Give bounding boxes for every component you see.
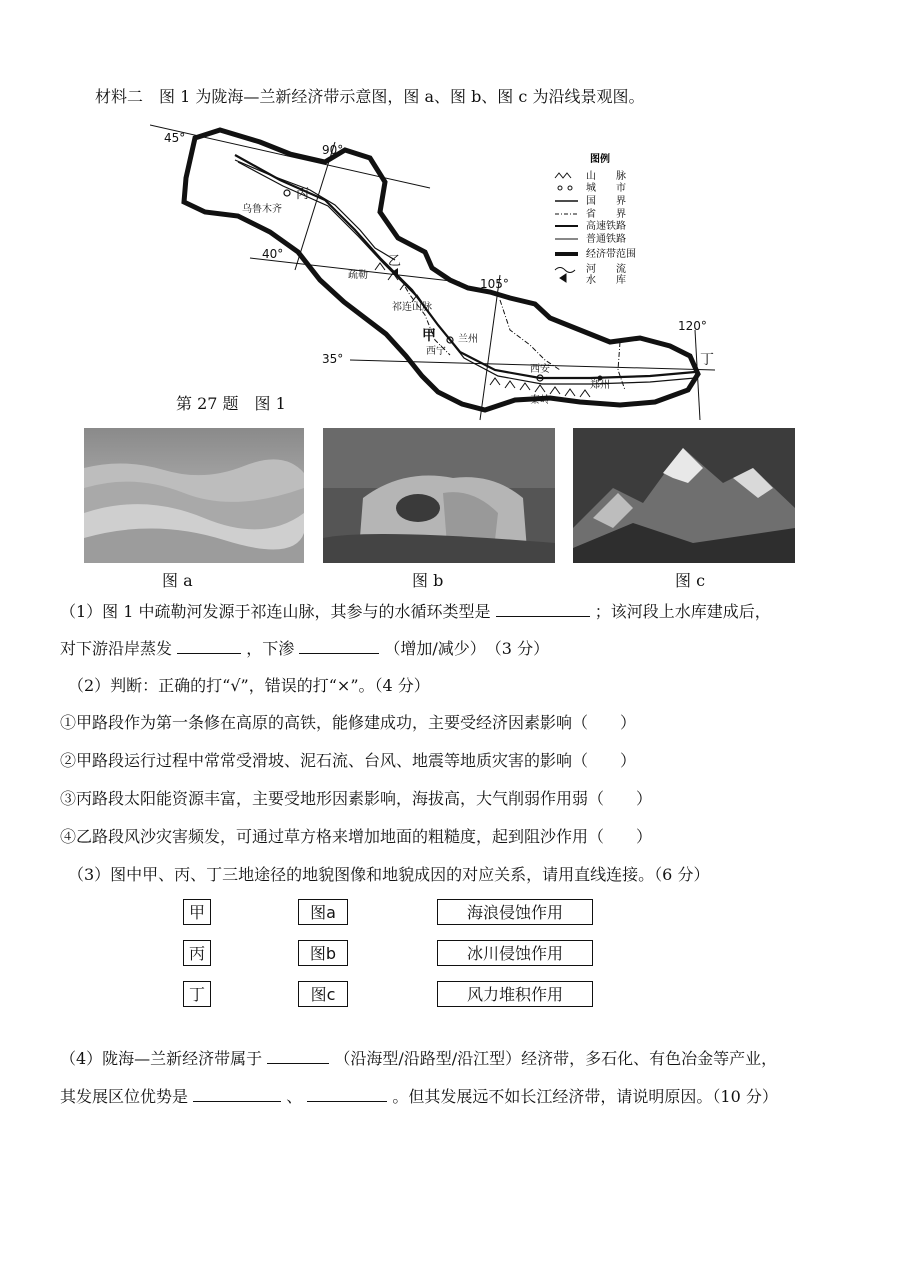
q4-blank-advantage-1[interactable]: [193, 1085, 281, 1102]
economic-belt-map: [150, 120, 730, 430]
svg-text:105°: 105°: [480, 277, 509, 291]
q1-text-a: （1）图 1 中疏勒河发源于祁连山脉，其参与的水循环类型是: [60, 602, 491, 621]
svg-text:高速铁路: 高速铁路: [586, 221, 626, 232]
q4-blank-belt-type[interactable]: [267, 1047, 329, 1064]
cause-box-glacial-erosion[interactable]: 冰川侵蚀作用: [437, 940, 593, 966]
urumqi-city-icon: [284, 190, 290, 196]
caption-a: 图 a: [162, 571, 193, 590]
question-1-line-2: [60, 637, 549, 660]
svg-text:西宁: 西宁: [426, 346, 446, 357]
caption-c: 图 c: [675, 571, 706, 590]
place-box-jia[interactable]: 甲: [183, 899, 211, 925]
cause-box-wave-erosion[interactable]: 海浪侵蚀作用: [437, 899, 593, 925]
svg-text:经济带范围: 经济带范围: [586, 249, 636, 260]
q1-blank-water-cycle[interactable]: [496, 600, 590, 617]
svg-text:35°: 35°: [322, 352, 344, 366]
q1-text-e: （增加/减少） （3 分）: [384, 639, 550, 658]
question-2-head: （2）判断：正确的打“√”，错误的打“×”。（4 分）: [68, 676, 430, 695]
image-box-c[interactable]: 图c: [298, 981, 348, 1007]
svg-text:45°: 45°: [164, 131, 186, 145]
svg-text:秦岭: 秦岭: [530, 395, 550, 406]
svg-text:省 界: 省 界: [586, 209, 626, 220]
svg-text:城 市: 城 市: [586, 183, 626, 194]
svg-text:西安: 西安: [530, 364, 550, 375]
place-box-ding[interactable]: 丁: [183, 981, 211, 1007]
place-box-bing[interactable]: 丙: [183, 940, 211, 966]
q4-text-b: （沿海型/沿路型/沿江型）经济带，多石化、有色冶金等产业，: [334, 1049, 778, 1068]
svg-text:兰州: 兰州: [458, 334, 478, 345]
q1-text-d: ，下渗: [246, 639, 295, 658]
photo-a-sand-dunes: [84, 428, 304, 563]
q4-blank-advantage-2[interactable]: [307, 1085, 387, 1102]
cause-box-wind-deposition[interactable]: 风力堆积作用: [437, 981, 593, 1007]
question-2-item-4: ④乙路段风沙灾害频发，可通过草方格来增加地面的粗糙度，起到阻沙作用（ ）: [60, 827, 653, 846]
question-2-item-1: ①甲路段作为第一条修在高原的高铁，能修建成功，主要受经济因素影响（ ）: [60, 713, 637, 732]
svg-text:乙: 乙: [388, 254, 402, 269]
svg-text:丁: 丁: [700, 352, 714, 368]
caption-b: 图 b: [412, 571, 444, 590]
svg-text:丙: 丙: [296, 187, 310, 202]
photo-b-sea-arch: [323, 428, 555, 563]
legend-symbols: [555, 173, 578, 282]
svg-text:40°: 40°: [262, 247, 284, 261]
svg-text:祁连山脉: 祁连山脉: [392, 302, 432, 313]
image-box-a[interactable]: 图a: [298, 899, 348, 925]
svg-text:山 脉: 山 脉: [586, 171, 626, 182]
question-2-item-2: ②甲路段运行过程中常常受滑坡、泥石流、台风、地震等地质灾害的影响（ ）: [60, 751, 637, 770]
svg-text:图例: 图例: [590, 154, 610, 165]
question-1-line-1: [60, 600, 771, 623]
svg-text:水 库: 水 库: [586, 275, 626, 286]
q1-text-b: ；该河段上水库建成后，: [594, 602, 771, 621]
q4-text-a: （4）陇海—兰新经济带属于: [60, 1049, 263, 1068]
question-2-item-3: ③丙路段太阳能资源丰富，主要受地形因素影响，海拔高，大气削弱作用弱（ ）: [60, 789, 653, 808]
question-3-head: （3）图中甲、丙、丁三地途径的地貌图像和地貌成因的对应关系，请用直线连接。（6 分）: [68, 865, 710, 884]
question-4-line-2: [60, 1085, 778, 1108]
svg-text:郑州: 郑州: [590, 380, 610, 391]
q4-text-d: 、: [286, 1087, 303, 1106]
svg-text:乌鲁木齐: 乌鲁木齐: [242, 204, 282, 215]
q1-blank-evaporation[interactable]: [177, 637, 241, 654]
svg-text:河 流: 河 流: [586, 264, 626, 275]
q1-text-c: 对下游沿岸蒸发: [60, 639, 173, 658]
svg-text:90°: 90°: [322, 143, 344, 157]
q1-blank-infiltration[interactable]: [299, 637, 379, 654]
q4-text-e: 。但其发展远不如长江经济带，请说明原因。（10 分）: [392, 1087, 778, 1106]
q4-text-c: 其发展区位优势是: [60, 1087, 189, 1106]
svg-text:国 界: 国 界: [586, 196, 626, 207]
svg-text:120°: 120°: [678, 319, 707, 333]
photo-c-glacial-mountains: [573, 428, 795, 563]
image-box-b[interactable]: 图b: [298, 940, 348, 966]
map-legend: [555, 152, 636, 286]
question-4-line-1: [60, 1047, 777, 1070]
figure-label: 第 27 题 图 1: [176, 394, 286, 413]
svg-text:甲: 甲: [422, 328, 436, 344]
svg-text:普通铁路: 普通铁路: [586, 234, 626, 245]
material-intro: 材料二 图 1 为陇海—兰新经济带示意图，图 a、图 b、图 c 为沿线景观图。: [95, 87, 645, 106]
svg-text:疏勒: 疏勒: [348, 270, 368, 281]
